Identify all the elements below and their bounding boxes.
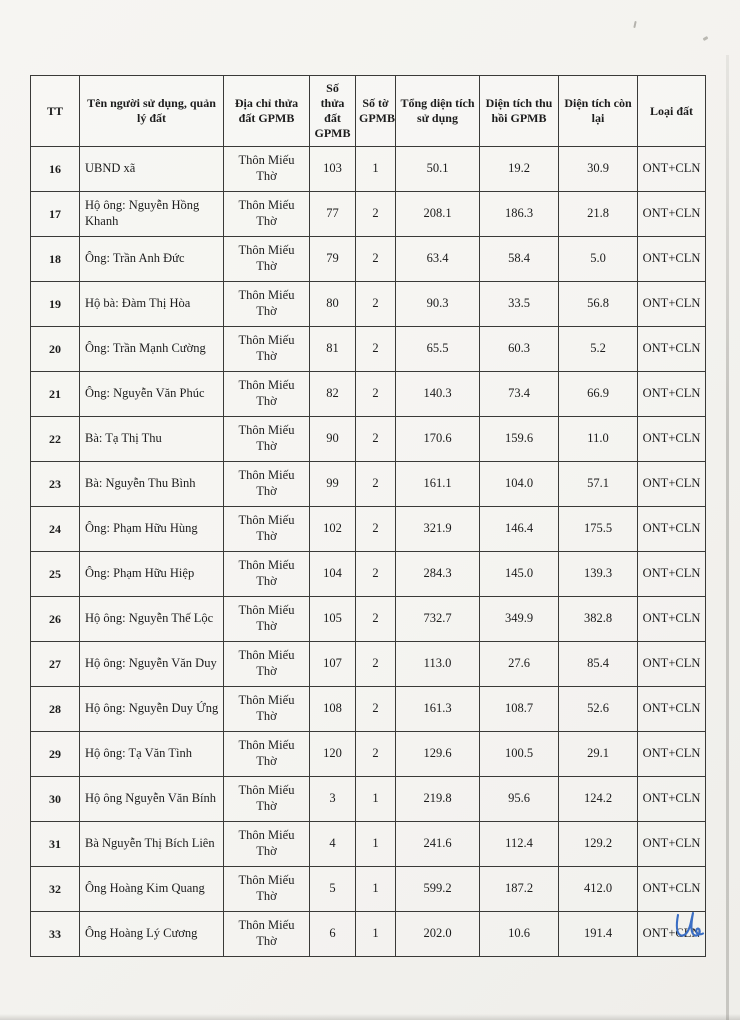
cell-area-recovered: 349.9 xyxy=(480,597,559,642)
cell-sheet-no: 1 xyxy=(356,822,396,867)
cell-plot-no: 5 xyxy=(310,867,356,912)
cell-plot-no: 99 xyxy=(310,462,356,507)
cell-area-recovered: 33.5 xyxy=(480,282,559,327)
table-row xyxy=(31,642,706,687)
cell-plot-no: 81 xyxy=(310,327,356,372)
cell-area-recovered: 145.0 xyxy=(480,552,559,597)
table-row xyxy=(31,147,706,192)
cell-area-recovered: 146.4 xyxy=(480,507,559,552)
cell-area-recovered: 27.6 xyxy=(480,642,559,687)
cell-land-type: ONT+CLN xyxy=(638,507,706,552)
cell-address: Thôn Miếu Thờ xyxy=(224,642,310,687)
cell-address: Thôn Miếu Thờ xyxy=(224,192,310,237)
cell-sheet-no: 2 xyxy=(356,507,396,552)
cell-name: Hộ ông Nguyễn Văn Bính xyxy=(80,777,224,822)
cell-tt: 19 xyxy=(31,282,80,327)
cell-name: Ông: Phạm Hữu Hùng xyxy=(80,507,224,552)
cell-tt: 25 xyxy=(31,552,80,597)
cell-land-type: ONT+CLN xyxy=(638,777,706,822)
cell-land-type: ONT+CLN xyxy=(638,867,706,912)
cell-tt: 32 xyxy=(31,867,80,912)
cell-area-recovered: 112.4 xyxy=(480,822,559,867)
cell-name: Ông Hoàng Lý Cương xyxy=(80,912,224,957)
cell-area-remaining: 29.1 xyxy=(559,732,638,777)
cell-area-remaining: 85.4 xyxy=(559,642,638,687)
cell-name: Bà Nguyễn Thị Bích Liên xyxy=(80,822,224,867)
table-row xyxy=(31,192,706,237)
cell-sheet-no: 2 xyxy=(356,237,396,282)
cell-area-remaining: 21.8 xyxy=(559,192,638,237)
cell-plot-no: 4 xyxy=(310,822,356,867)
cell-name: Hộ ông: Nguyễn Văn Duy xyxy=(80,642,224,687)
scan-speck xyxy=(703,36,709,41)
column-header-tt: TT xyxy=(31,76,80,147)
cell-area-recovered: 95.6 xyxy=(480,777,559,822)
cell-area-remaining: 57.1 xyxy=(559,462,638,507)
cell-land-type: ONT+CLN xyxy=(638,822,706,867)
cell-plot-no: 80 xyxy=(310,282,356,327)
cell-sheet-no: 2 xyxy=(356,552,396,597)
cell-area-recovered: 108.7 xyxy=(480,687,559,732)
column-header-area-remaining: Diện tích còn lại xyxy=(559,76,638,147)
cell-area-recovered: 58.4 xyxy=(480,237,559,282)
cell-name: Hộ ông: Nguyễn Thế Lộc xyxy=(80,597,224,642)
table-row xyxy=(31,597,706,642)
cell-tt: 20 xyxy=(31,327,80,372)
cell-plot-no: 103 xyxy=(310,147,356,192)
cell-plot-no: 82 xyxy=(310,372,356,417)
cell-area-total: 65.5 xyxy=(396,327,480,372)
cell-address: Thôn Miếu Thờ xyxy=(224,732,310,777)
cell-area-total: 599.2 xyxy=(396,867,480,912)
table-row xyxy=(31,867,706,912)
cell-land-type: ONT+CLN xyxy=(638,912,706,957)
table-row xyxy=(31,327,706,372)
column-header-land-type: Loại đất xyxy=(638,76,706,147)
cell-area-recovered: 19.2 xyxy=(480,147,559,192)
cell-sheet-no: 1 xyxy=(356,777,396,822)
cell-plot-no: 77 xyxy=(310,192,356,237)
cell-address: Thôn Miếu Thờ xyxy=(224,822,310,867)
cell-area-remaining: 175.5 xyxy=(559,507,638,552)
land-acquisition-table xyxy=(30,75,706,957)
cell-sheet-no: 2 xyxy=(356,597,396,642)
table-row xyxy=(31,462,706,507)
cell-tt: 29 xyxy=(31,732,80,777)
cell-area-recovered: 187.2 xyxy=(480,867,559,912)
cell-area-recovered: 100.5 xyxy=(480,732,559,777)
cell-area-remaining: 30.9 xyxy=(559,147,638,192)
cell-plot-no: 3 xyxy=(310,777,356,822)
cell-address: Thôn Miếu Thờ xyxy=(224,867,310,912)
cell-name: Hộ ông: Nguyễn Duy Ứng xyxy=(80,687,224,732)
cell-address: Thôn Miếu Thờ xyxy=(224,507,310,552)
cell-land-type: ONT+CLN xyxy=(638,192,706,237)
cell-area-recovered: 73.4 xyxy=(480,372,559,417)
cell-address: Thôn Miếu Thờ xyxy=(224,237,310,282)
table-row xyxy=(31,372,706,417)
cell-sheet-no: 2 xyxy=(356,372,396,417)
cell-sheet-no: 2 xyxy=(356,732,396,777)
column-header-address: Địa chỉ thửa đất GPMB xyxy=(224,76,310,147)
page-bottom-shadow xyxy=(0,1014,740,1020)
cell-land-type: ONT+CLN xyxy=(638,372,706,417)
cell-plot-no: 120 xyxy=(310,732,356,777)
cell-sheet-no: 2 xyxy=(356,192,396,237)
cell-address: Thôn Miếu Thờ xyxy=(224,912,310,957)
cell-tt: 30 xyxy=(31,777,80,822)
cell-area-total: 241.6 xyxy=(396,822,480,867)
cell-tt: 23 xyxy=(31,462,80,507)
cell-name: Hộ bà: Đàm Thị Hòa xyxy=(80,282,224,327)
cell-land-type: ONT+CLN xyxy=(638,147,706,192)
cell-land-type: ONT+CLN xyxy=(638,552,706,597)
cell-address: Thôn Miếu Thờ xyxy=(224,282,310,327)
column-header-plot-no: Số thửa đất GPMB xyxy=(310,76,356,147)
cell-area-total: 219.8 xyxy=(396,777,480,822)
cell-address: Thôn Miếu Thờ xyxy=(224,597,310,642)
cell-area-recovered: 159.6 xyxy=(480,417,559,462)
cell-area-total: 90.3 xyxy=(396,282,480,327)
column-header-sheet-no: Số tờ GPMB xyxy=(356,76,396,147)
column-header-name: Tên người sử dụng, quản lý đất xyxy=(80,76,224,147)
cell-tt: 28 xyxy=(31,687,80,732)
cell-plot-no: 104 xyxy=(310,552,356,597)
cell-area-remaining: 124.2 xyxy=(559,777,638,822)
cell-plot-no: 107 xyxy=(310,642,356,687)
cell-area-remaining: 412.0 xyxy=(559,867,638,912)
cell-area-total: 63.4 xyxy=(396,237,480,282)
cell-name: Ông: Phạm Hữu Hiệp xyxy=(80,552,224,597)
table-row xyxy=(31,507,706,552)
cell-area-total: 140.3 xyxy=(396,372,480,417)
cell-plot-no: 79 xyxy=(310,237,356,282)
cell-name: Bà: Nguyễn Thu Bình xyxy=(80,462,224,507)
table-row xyxy=(31,237,706,282)
table-row xyxy=(31,687,706,732)
cell-area-recovered: 186.3 xyxy=(480,192,559,237)
cell-area-recovered: 60.3 xyxy=(480,327,559,372)
page-edge-shadow xyxy=(726,55,729,1020)
cell-sheet-no: 1 xyxy=(356,867,396,912)
cell-area-total: 202.0 xyxy=(396,912,480,957)
cell-sheet-no: 2 xyxy=(356,687,396,732)
cell-area-recovered: 104.0 xyxy=(480,462,559,507)
column-header-area-total: Tổng diện tích sử dụng xyxy=(396,76,480,147)
cell-area-remaining: 5.2 xyxy=(559,327,638,372)
cell-area-remaining: 11.0 xyxy=(559,417,638,462)
cell-name: UBND xã xyxy=(80,147,224,192)
cell-area-total: 161.3 xyxy=(396,687,480,732)
table-row xyxy=(31,282,706,327)
cell-land-type: ONT+CLN xyxy=(638,327,706,372)
cell-tt: 22 xyxy=(31,417,80,462)
cell-sheet-no: 2 xyxy=(356,282,396,327)
cell-area-remaining: 66.9 xyxy=(559,372,638,417)
cell-sheet-no: 2 xyxy=(356,462,396,507)
table-row xyxy=(31,822,706,867)
cell-area-total: 129.6 xyxy=(396,732,480,777)
cell-sheet-no: 1 xyxy=(356,912,396,957)
cell-name: Ông: Nguyễn Văn Phúc xyxy=(80,372,224,417)
table-row xyxy=(31,912,706,957)
cell-tt: 16 xyxy=(31,147,80,192)
cell-land-type: ONT+CLN xyxy=(638,282,706,327)
cell-plot-no: 102 xyxy=(310,507,356,552)
cell-tt: 17 xyxy=(31,192,80,237)
table-row xyxy=(31,552,706,597)
cell-area-total: 284.3 xyxy=(396,552,480,597)
cell-area-recovered: 10.6 xyxy=(480,912,559,957)
cell-address: Thôn Miếu Thờ xyxy=(224,417,310,462)
cell-land-type: ONT+CLN xyxy=(638,237,706,282)
cell-area-total: 208.1 xyxy=(396,192,480,237)
cell-area-remaining: 52.6 xyxy=(559,687,638,732)
handwritten-initial-mark xyxy=(671,910,711,954)
cell-area-remaining: 5.0 xyxy=(559,237,638,282)
cell-area-total: 321.9 xyxy=(396,507,480,552)
cell-sheet-no: 2 xyxy=(356,327,396,372)
cell-address: Thôn Miếu Thờ xyxy=(224,327,310,372)
cell-area-remaining: 129.2 xyxy=(559,822,638,867)
cell-plot-no: 108 xyxy=(310,687,356,732)
cell-tt: 24 xyxy=(31,507,80,552)
cell-land-type: ONT+CLN xyxy=(638,687,706,732)
scan-speck xyxy=(633,21,636,28)
table-body xyxy=(31,147,706,957)
cell-sheet-no: 2 xyxy=(356,642,396,687)
cell-address: Thôn Miếu Thờ xyxy=(224,147,310,192)
cell-area-total: 732.7 xyxy=(396,597,480,642)
cell-address: Thôn Miếu Thờ xyxy=(224,687,310,732)
cell-name: Ông: Trần Mạnh Cường xyxy=(80,327,224,372)
cell-address: Thôn Miếu Thờ xyxy=(224,462,310,507)
cell-area-remaining: 56.8 xyxy=(559,282,638,327)
table-row xyxy=(31,732,706,777)
cell-address: Thôn Miếu Thờ xyxy=(224,777,310,822)
cell-tt: 26 xyxy=(31,597,80,642)
cell-area-total: 170.6 xyxy=(396,417,480,462)
cell-area-remaining: 382.8 xyxy=(559,597,638,642)
table-row xyxy=(31,417,706,462)
cell-land-type: ONT+CLN xyxy=(638,642,706,687)
cell-sheet-no: 1 xyxy=(356,147,396,192)
cell-name: Ông: Trần Anh Đức xyxy=(80,237,224,282)
cell-plot-no: 6 xyxy=(310,912,356,957)
cell-land-type: ONT+CLN xyxy=(638,417,706,462)
cell-land-type: ONT+CLN xyxy=(638,462,706,507)
column-header-area-recovered: Diện tích thu hồi GPMB xyxy=(480,76,559,147)
cell-land-type: ONT+CLN xyxy=(638,732,706,777)
cell-address: Thôn Miếu Thờ xyxy=(224,552,310,597)
cell-name: Hộ ông: Nguyễn Hồng Khanh xyxy=(80,192,224,237)
cell-name: Hộ ông: Tạ Văn Tình xyxy=(80,732,224,777)
cell-area-remaining: 191.4 xyxy=(559,912,638,957)
cell-plot-no: 90 xyxy=(310,417,356,462)
cell-name: Bà: Tạ Thị Thu xyxy=(80,417,224,462)
cell-area-total: 161.1 xyxy=(396,462,480,507)
cell-area-remaining: 139.3 xyxy=(559,552,638,597)
cell-area-total: 50.1 xyxy=(396,147,480,192)
cell-plot-no: 105 xyxy=(310,597,356,642)
cell-area-total: 113.0 xyxy=(396,642,480,687)
table-row xyxy=(31,777,706,822)
cell-land-type: ONT+CLN xyxy=(638,597,706,642)
cell-sheet-no: 2 xyxy=(356,417,396,462)
table-header xyxy=(31,76,706,147)
cell-tt: 21 xyxy=(31,372,80,417)
cell-address: Thôn Miếu Thờ xyxy=(224,372,310,417)
cell-tt: 18 xyxy=(31,237,80,282)
cell-tt: 31 xyxy=(31,822,80,867)
cell-tt: 27 xyxy=(31,642,80,687)
cell-tt: 33 xyxy=(31,912,80,957)
cell-name: Ông Hoàng Kim Quang xyxy=(80,867,224,912)
